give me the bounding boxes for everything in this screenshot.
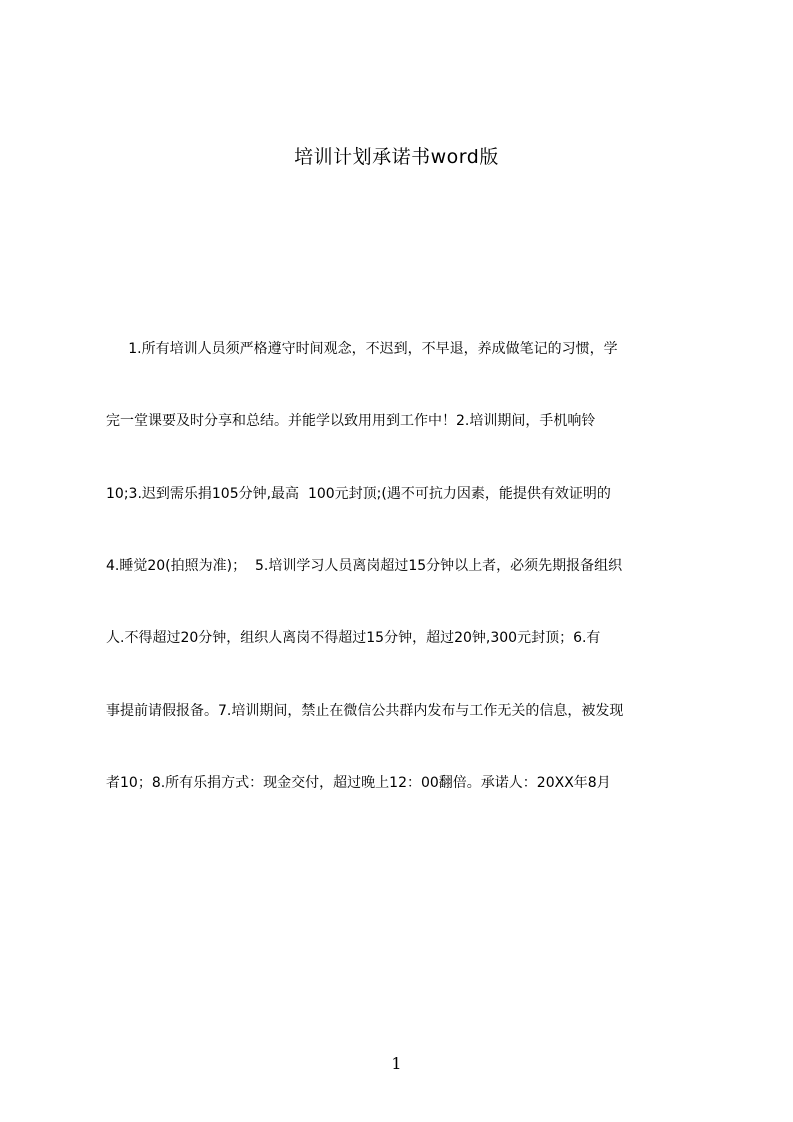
body-line: 4.睡觉20(拍照为准)； 5.培训学习人员离岗超过15分钟以上者，必须先期报备组织 xyxy=(106,558,623,575)
page-number: 1 xyxy=(391,1054,402,1073)
body-line: 者10；8.所有乐捐方式：现金交付，超过晚上12：00翻倍。承诺人：20XX年8月 xyxy=(106,774,611,791)
body-line: 人.不得超过20分钟，组织人离岗不得超过15分钟，超过20钟,300元封顶；6.有 xyxy=(106,630,601,647)
document-body xyxy=(106,289,697,799)
body-line: 10;3.迟到需乐捐105分钟,最高 100元封顶;(遇不可抗力因素，能提供有效证明的 xyxy=(106,485,611,502)
body-line: 完一堂课要及时分享和总结。并能学以致用用到工作中！2.培训期间，手机响铃 xyxy=(106,413,596,430)
document-title: 培训计划承诺书word版 xyxy=(294,146,499,168)
body-line: 1.所有培训人员须严格遵守时间观念，不迟到，不早退，养成做笔记的习惯，学 xyxy=(106,341,618,358)
body-line: 事提前请假报备。7.培训期间，禁止在微信公共群内发布与工作无关的信息，被发现 xyxy=(106,702,624,719)
